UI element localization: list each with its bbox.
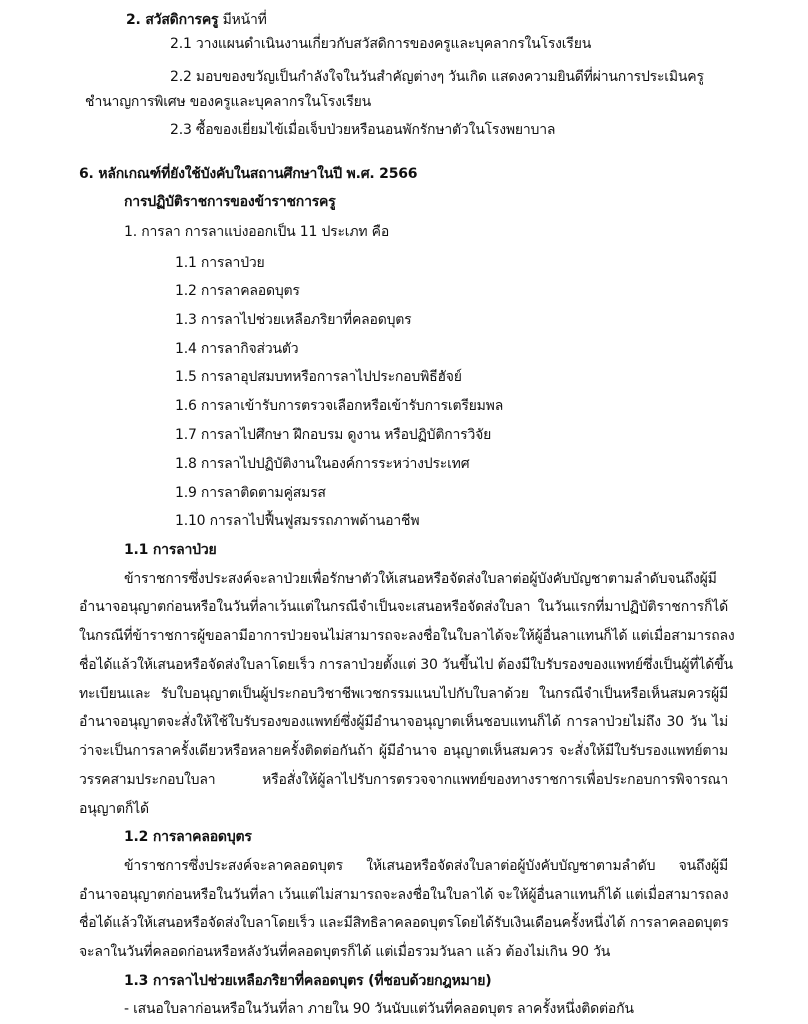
- section-6-subheading: การปฏิบัติราชการของข้าราชการครู: [124, 194, 336, 210]
- leave-intro: 1. การลา การลาแบ่งออกเป็น 11 ประเภท คือ: [124, 224, 390, 240]
- sick-leave-line: อำนาจอนุญาตจะสั่งให้ใช้ใบรับรองของแพทย์ซึ่งผู้มีอำนาจอนุญาตเห็นชอบแทนก็ได้ การลาป่วยไม่ถึง 30 วัน ไม่: [79, 714, 728, 730]
- section-6-heading: 6. หลักเกณฑ์ที่ยังใช้บังคับในสถานศึกษาในปี พ.ศ. 2566: [79, 166, 418, 182]
- sick-leave-line: ในกรณีที่ข้าราชการผู้ขอลามีอาการป่วยจนไม่สามารถจะลงชื่อในใบลาได้จะให้ผู้อื่นลาแทนก็ได้ แต่เมื่อสามารถลง: [79, 628, 735, 644]
- maternity-leave-line: อำนาจอนุญาตก่อนหรือในวันที่ลา เว้นแต่ไม่สามารถจะลงชื่อในใบลาได้ จะให้ผู้อื่นลาแทนก็ได้ แต่เมื่อสามารถลง: [79, 887, 729, 903]
- paternity-leave-line: - เสนอใบลาก่อนหรือในวันที่ลา ภายใน 90 วันนับแต่วันที่คลอดบุตร ลาครั้งหนึ่งติดต่อกัน: [124, 1001, 634, 1017]
- section-2-heading-rest: มีหน้าที่: [218, 12, 267, 28]
- maternity-leave-line: จะลาในวันที่คลอดก่อนหรือหลังวันที่คลอดบุตรก็ได้ แต่เมื่อรวมวันลา แล้ว ต้องไม่เกิน 90 วัน: [79, 944, 611, 960]
- paternity-leave-heading: 1.3 การลาไปช่วยเหลือภริยาที่คลอดบุตร (ที่ชอบด้วยกฎหมาย): [124, 973, 492, 989]
- sick-leave-line: อำนาจอนุญาตก่อนหรือในวันที่ลาเว้นแต่ในกรณีจำเป็นจะเสนอหรือจัดส่งใบลา ในวันแรกที่มาปฏิบัติราชการก็ได้: [79, 599, 728, 615]
- leave-type-item: 1.4 การลากิจส่วนตัว: [175, 341, 299, 357]
- sick-leave-line: ว่าจะเป็นการลาครั้งเดียวหรือหลายครั้งติดต่อกันถ้า ผู้มีอำนาจ อนุญาตเห็นสมควร จะสั่งให้มีใบรับรองแพทย์ตาม: [79, 743, 728, 759]
- item-2-2-line2: ชำนาญการพิเศษ ของครูและบุคลากรในโรงเรียน: [85, 94, 372, 110]
- item-2-3: 2.3 ซื้อของเยี่ยมไข้เมื่อเจ็บป่วยหรือนอนพักรักษาตัวในโรงพยาบาล: [170, 122, 556, 138]
- maternity-leave-line: ข้าราชการซึ่งประสงค์จะลาคลอดบุตร ให้เสนอหรือจัดส่งใบลาต่อผู้บังคับบัญชาตามลำดับ จนถึงผู้มี: [124, 858, 728, 874]
- item-2-2-line1: 2.2 มอบของขวัญเป็นกำลังใจในวันสำคัญต่างๆ วันเกิด แสดงความยินดีที่ผ่านการประเมินครู: [170, 69, 704, 85]
- item-2-1: 2.1 วางแผนดำเนินงานเกี่ยวกับสวัสดิการของครูและบุคลากรในโรงเรียน: [170, 36, 592, 52]
- section-2-heading: [126, 11, 267, 29]
- leave-type-item: 1.2 การลาคลอดบุตร: [175, 283, 300, 299]
- leave-type-item: 1.8 การลาไปปฏิบัติงานในองค์การระหว่างประเทศ: [175, 456, 470, 472]
- leave-type-item: 1.10 การลาไปฟื้นฟูสมรรถภาพด้านอาชีพ: [175, 513, 420, 529]
- sick-leave-line: ทะเบียนและ รับใบอนุญาตเป็นผู้ประกอบวิชาชีพเวชกรรมแนบไปกับใบลาด้วย ในกรณีจำเป็นหรือเห็นสมควรผู้มี: [79, 686, 728, 702]
- leave-type-item: 1.6 การลาเข้ารับการตรวจเลือกหรือเข้ารับการเตรียมพล: [175, 398, 504, 414]
- sick-leave-line: ชื่อได้แล้วให้เสนอหรือจัดส่งใบลาโดยเร็ว การลาป่วยตั้งแต่ 30 วันขึ้นไป ต้องมีใบรับรองของแพทย์ซึ่งเป็นผู้ที่ได้ขึ้น: [79, 657, 733, 673]
- maternity-leave-line: ชื่อได้แล้วให้เสนอหรือจัดส่งใบลาโดยเร็ว และมีสิทธิลาคลอดบุตรโดยได้รับเงินเดือนครั้งหนึ่งได้ การลาคลอดบุตร: [79, 915, 729, 931]
- sick-leave-heading: 1.1 การลาป่วย: [124, 542, 217, 558]
- sick-leave-line: วรรคสามประกอบใบลา หรือสั่งให้ผู้ลาไปรับการตรวจจากแพทย์ของทางราชการเพื่อประกอบการพิจารณา: [79, 772, 728, 788]
- section-2-heading-bold: 2. สวัสดิการครู: [126, 12, 219, 28]
- sick-leave-line: ข้าราชการซึ่งประสงค์จะลาป่วยเพื่อรักษาตัวให้เสนอหรือจัดส่งใบลาต่อผู้บังคับบัญชาตามลำดับจนถึงผู้มี: [124, 571, 717, 587]
- leave-type-item: 1.1 การลาป่วย: [175, 255, 265, 271]
- maternity-leave-heading: 1.2 การลาคลอดบุตร: [124, 829, 252, 845]
- leave-type-item: 1.9 การลาติดตามคู่สมรส: [175, 485, 326, 501]
- leave-type-item: 1.5 การลาอุปสมบทหรือการลาไปประกอบพิธีฮัจย์: [175, 369, 462, 385]
- sick-leave-line: อนุญาตก็ได้: [79, 801, 149, 817]
- leave-type-item: 1.7 การลาไปศึกษา ฝึกอบรม ดูงาน หรือปฏิบัติการวิจัย: [175, 427, 492, 443]
- leave-type-item: 1.3 การลาไปช่วยเหลือภริยาที่คลอดบุตร: [175, 312, 412, 328]
